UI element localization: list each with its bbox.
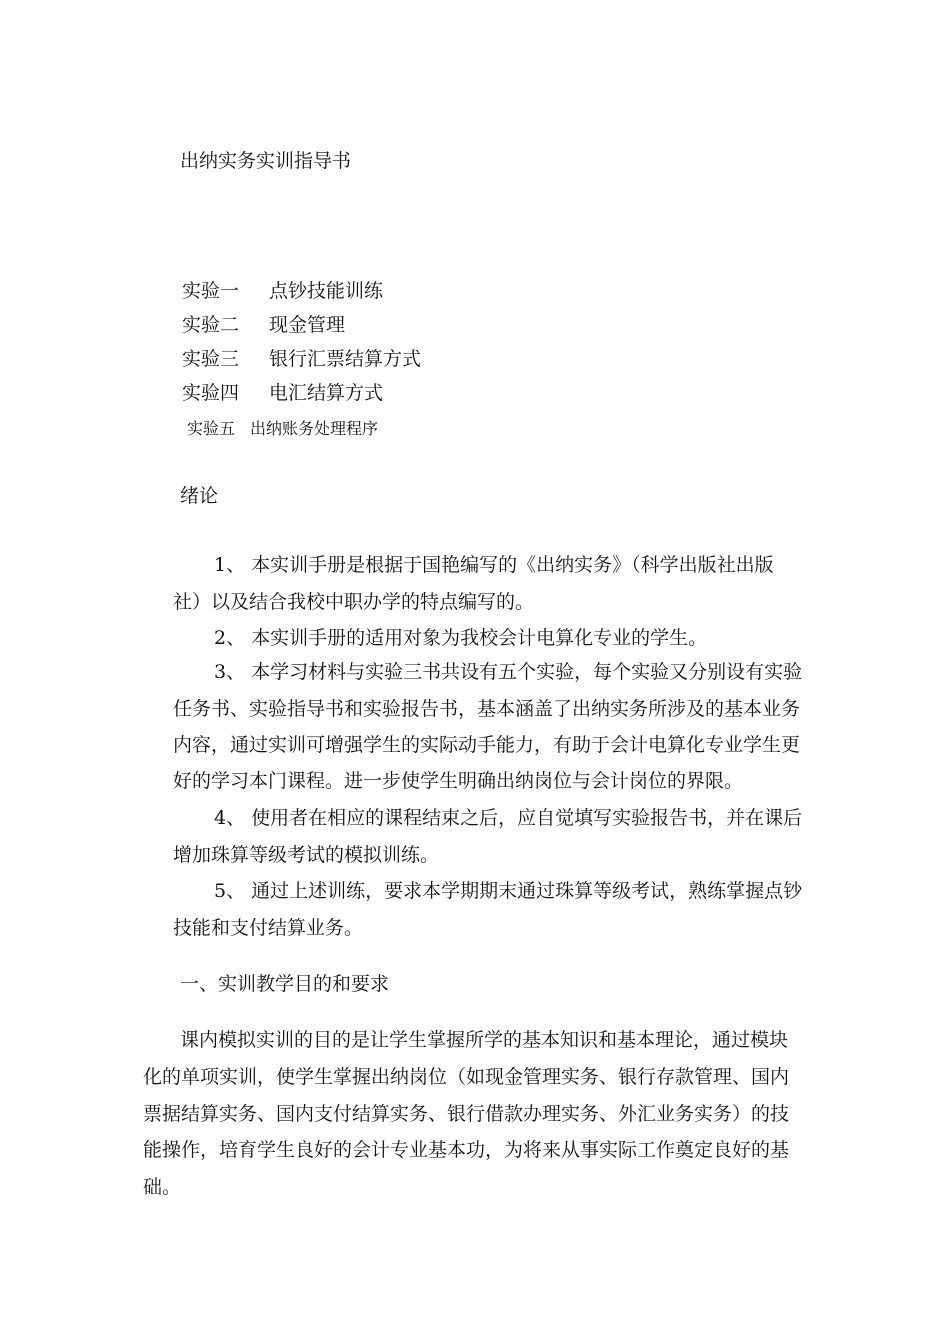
toc-entry-name: 出纳账务处理程序: [250, 419, 379, 438]
paragraph-line: 3、 本学习材料与实验三书共设有五个实验，每个实验又分别设有实验: [214, 661, 803, 683]
toc-entry-number: 实验一: [182, 280, 240, 302]
toc-entry-name: 电汇结算方式: [269, 382, 384, 404]
toc-entry-name: 银行汇票结算方式: [269, 348, 422, 370]
toc-entry-number: 实验四: [182, 382, 240, 404]
paragraph-line: 课内模拟实训的目的是让学生掌握所学的基本知识和基本理论，通过模块: [180, 1029, 789, 1051]
toc-entry-number: 实验三: [182, 348, 240, 370]
paragraph-line: 5、 通过上述训练，要求本学期期末通过珠算等级考试，熟练掌握点钞: [214, 880, 803, 902]
paragraph-line: 4、 使用者在相应的课程结束之后，应自觉填写实验报告书，并在课后: [214, 807, 803, 829]
intro-heading: 绪论: [180, 485, 219, 507]
toc-entry-name: 点钞技能训练: [269, 280, 384, 302]
section-heading: 一、实训教学目的和要求: [180, 973, 390, 995]
paragraph-line: 2、 本实训手册的适用对象为我校会计电算化专业的学生。: [214, 627, 708, 649]
paragraph-line: 础。: [143, 1176, 182, 1198]
paragraph-line: 1、 本实训手册是根据于国艳编写的《出纳实务》（科学出版社出版: [214, 554, 774, 576]
toc-entry-name: 现金管理: [269, 314, 346, 336]
paragraph-line: 内容，通过实训可增强学生的实际动手能力，有助于会计电算化专业学生更: [173, 734, 801, 756]
paragraph-line: 任务书、实验指导书和实验报告书，基本涵盖了出纳实务所涉及的基本业务: [173, 698, 801, 720]
paragraph-line: 票据结算实务、国内支付结算实务、银行借款办理实务、外汇业务实务）的技: [143, 1103, 790, 1125]
document-title: 出纳实务实训指导书: [180, 150, 352, 172]
toc-entry-number: 实验五: [187, 419, 236, 438]
paragraph-line: 技能和支付结算业务。: [173, 917, 364, 939]
paragraph-line: 能操作，培育学生良好的会计专业基本功，为将来从事实际工作奠定良好的基: [143, 1139, 790, 1161]
paragraph-line: 增加珠算等级考试的模拟训练。: [173, 844, 440, 866]
paragraph-line: 化的单项实训，使学生掌握出纳岗位（如现金管理实务、银行存款管理、国内: [143, 1066, 790, 1088]
paragraph-line: 好的学习本门课程。进一步使学生明确出纳岗位与会计岗位的界限。: [173, 770, 744, 792]
toc-entry-number: 实验二: [182, 314, 240, 336]
paragraph-line: 社）以及结合我校中职办学的特点编写的。: [173, 591, 535, 613]
